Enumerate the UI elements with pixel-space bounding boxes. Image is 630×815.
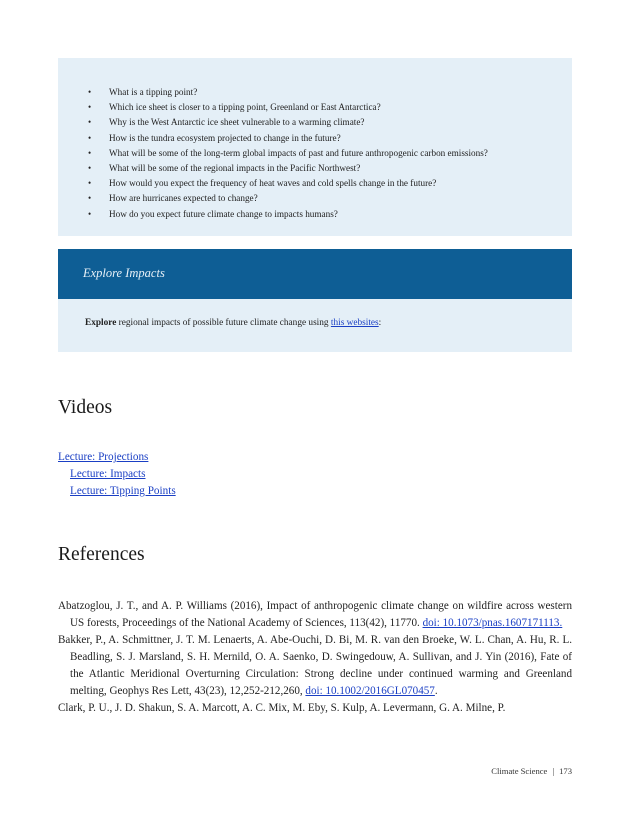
question-item: • Why is the West Antarctic ice sheet vulnerable to a warming climate?	[88, 117, 365, 128]
question-item: • What is a tipping point?	[88, 87, 198, 97]
review-questions-box	[58, 58, 572, 236]
question-item: • Which ice sheet is closer to a tipping point, Greenland or East Antarctica?	[88, 102, 381, 113]
websites-link[interactable]: this websites	[330, 318, 379, 328]
reference-item: Bakker, P., A. Schmittner, J. T. M. Lenaerts, A. Abe-Ouchi, D. Bi, M. R. van den Broeke, W. L. Chan, A. Hu, R. L. Beadling, S. J. Marsland, S. H. Mernild, O. A. Saenko, D. Swingedouw, A. Sullivan, and J. Yin (2016), Fate of the Atlantic Meridional Overturning Circulation: Strong decline under continued warming and Greenland melting, Geophys Res Lett, 43(23), 12,252-212,260, doi: 10.1002/2016GL070457.	[58, 634, 572, 697]
question-item: • How are hurricanes expected to change?	[88, 193, 258, 204]
page-number: 173	[559, 766, 572, 776]
question-item: • What will be some of the regional impacts in the Pacific Northwest?	[88, 163, 361, 174]
question-item: • How do you expect future climate change to impacts humans?	[88, 208, 338, 219]
explore-impacts-text: Explore regional impacts of possible future climate change using this websites:	[85, 318, 382, 328]
video-link-projections[interactable]: Lecture: Projections	[58, 451, 149, 463]
doi-link[interactable]: doi: 10.1002/2016GL070457	[305, 685, 435, 697]
video-link-tipping-points[interactable]: Lecture: Tipping Points	[70, 485, 176, 497]
explore-impacts-title: Explore Impacts	[83, 266, 165, 280]
explore-impacts-body	[58, 299, 572, 352]
page-footer	[491, 766, 572, 776]
references-heading: References	[58, 544, 145, 565]
question-item: • How would you expect the frequency of heat waves and cold spells change in the future?	[88, 178, 437, 189]
videos-heading: Videos	[58, 397, 113, 418]
footer-separator: |	[552, 766, 555, 776]
question-item: • What will be some of the long-term global impacts of past and future anthropogenic carbon emissions?	[88, 147, 488, 158]
video-link-impacts[interactable]: Lecture: Impacts	[70, 468, 146, 480]
book-title: Climate Science	[491, 766, 548, 776]
references-list	[58, 598, 572, 717]
questions-list	[88, 85, 488, 222]
doi-link[interactable]: doi: 10.1073/pnas.1607171113.	[422, 617, 563, 629]
question-item: • How is the tundra ecosystem projected to change in the future?	[88, 132, 341, 143]
explore-impacts-header	[58, 249, 572, 299]
reference-item: Abatzoglou, J. T., and A. P. Williams (2016), Impact of anthropogenic climate change on wildfire across western US forests, Proceedings of the National Academy of Sciences, 113(42), 11770. doi: 10.1073/pnas.1607171113.	[58, 600, 572, 629]
reference-item: Clark, P. U., J. D. Shakun, S. A. Marcott, A. C. Mix, M. Eby, S. Kulp, A. Levermann, G. A. Milne, P.	[58, 702, 506, 714]
